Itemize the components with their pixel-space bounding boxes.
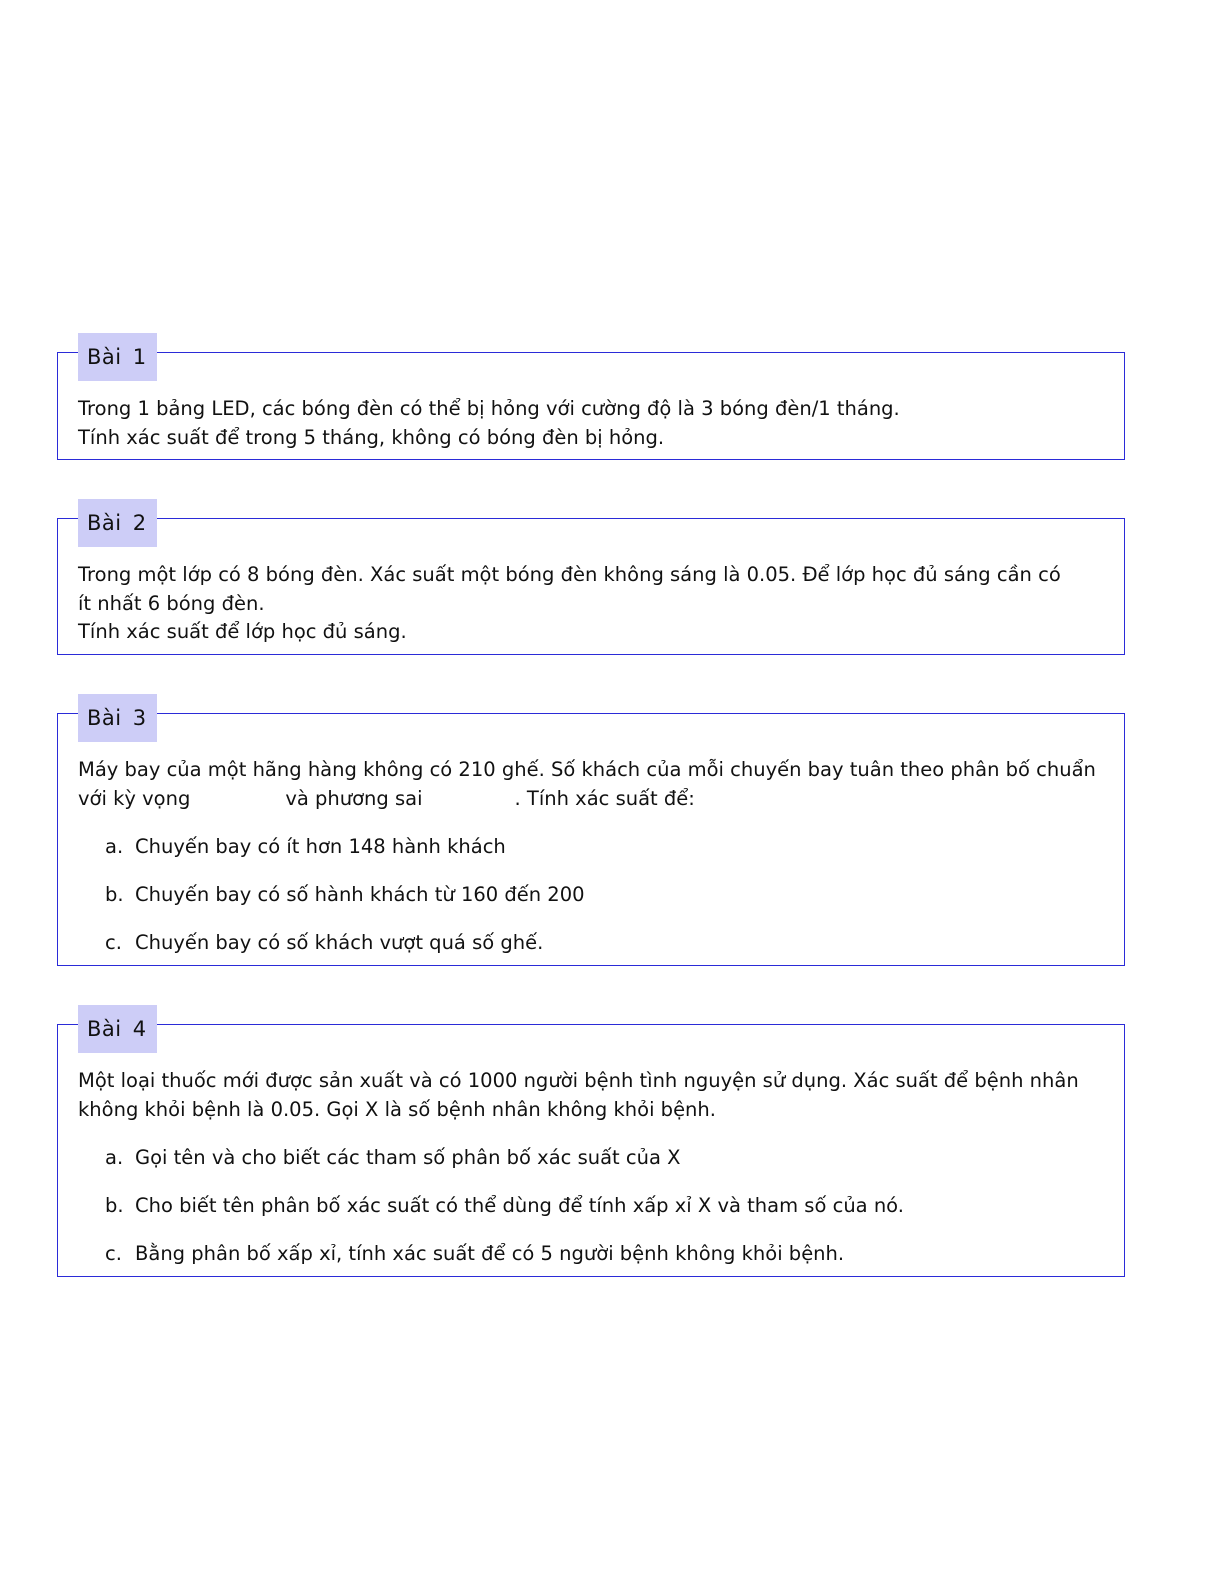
text-line: Một loại thuốc mới được sản xuất và có 1000 người bệnh tình nguyện sử dụng. Xác suất để bệnh nhân [78,1069,1079,1092]
text-fragment: và phương sai [285,786,423,810]
problem-text-3 [78,756,1120,958]
text-line: Tính xác suất để trong 5 tháng, không có bóng đèn bị hỏng. [78,425,665,449]
item-text: Gọi tên và cho biết các tham số phân bố xác suất của X [135,1146,681,1169]
problem-box-1 [57,345,1125,460]
problem-box-2 [57,511,1125,655]
text-line: không khỏi bệnh là 0.05. Gọi X là số bệnh nhân không khỏi bệnh. [78,1097,716,1121]
problem-label-2: Bài 2 [78,499,157,547]
item-marker: a. [105,835,124,858]
item-marker: c. [105,931,122,954]
sub-question-list [78,1144,1120,1269]
item-text: Cho biết tên phân bố xác suất có thể dùng để tính xấp xỉ X và tham số của nó. [135,1194,904,1217]
problem-text-4 [78,1067,1120,1269]
text-fragment: . Tính xác suất để: [514,786,695,810]
list-item [105,1240,1120,1269]
text-line: Tính xác suất để lớp học đủ sáng. [78,620,407,643]
item-marker: b. [105,883,124,906]
list-item [105,929,1120,958]
list-item [105,1144,1120,1173]
text-line: ít nhất 6 bóng đèn. [78,591,265,615]
sub-question-list [78,833,1120,958]
problem-text-2 [78,561,1120,647]
item-marker: a. [105,1146,124,1169]
list-item [105,881,1120,910]
problem-box-3 [57,706,1125,966]
problem-label-1: Bài 1 [78,333,157,381]
text-fragment: với kỳ vọng [78,786,191,810]
text-line: Trong một lớp có 8 bóng đèn. Xác suất một bóng đèn không sáng là 0.05. Để lớp học đủ sáng cần có [78,563,1061,586]
text-line: Trong 1 bảng LED, các bóng đèn có thể bị hỏng với cường độ là 3 bóng đèn/1 tháng. [78,397,900,420]
item-marker: b. [105,1194,124,1217]
problem-text-1 [78,395,1120,452]
problem-box-4 [57,1017,1125,1277]
list-item [105,1192,1120,1221]
item-text: Chuyến bay có ít hơn 148 hành khách [135,835,506,858]
text-line [78,785,1120,814]
problem-label-3: Bài 3 [78,694,157,742]
text-line: Máy bay của một hãng hàng không có 210 ghế. Số khách của mỗi chuyến bay tuân theo phân bố chuẩn [78,758,1096,781]
problem-label-4: Bài 4 [78,1005,157,1053]
item-text: Chuyến bay có số hành khách từ 160 đến 200 [135,883,585,906]
item-text: Chuyến bay có số khách vượt quá số ghế. [135,931,544,954]
item-text: Bằng phân bố xấp xỉ, tính xác suất để có 5 người bệnh không khỏi bệnh. [135,1242,845,1265]
item-marker: c. [105,1242,122,1265]
list-item [105,833,1120,862]
